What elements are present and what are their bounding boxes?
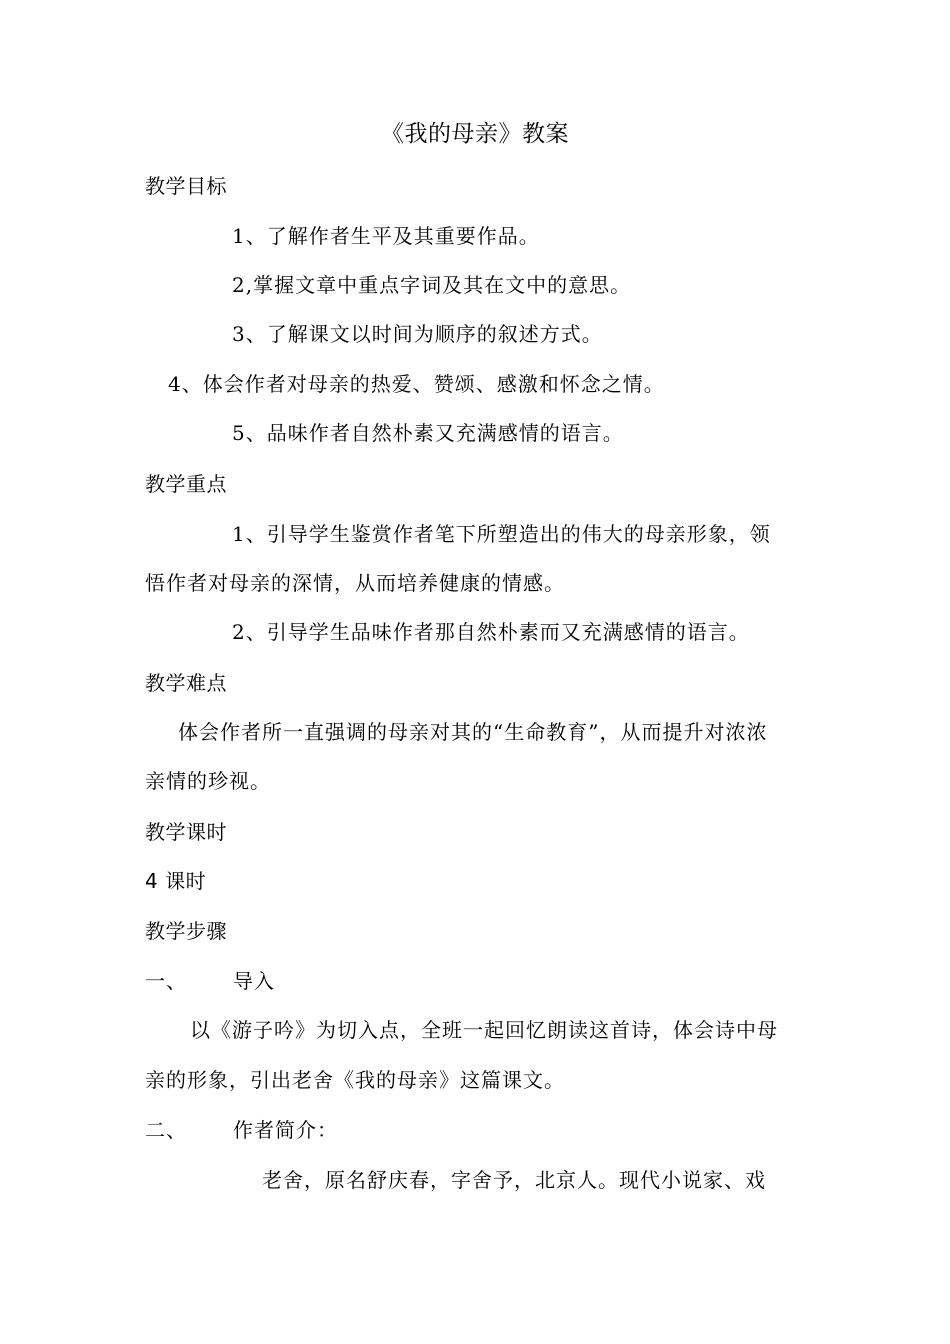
key-point-2: 2、引导学生品味作者那自然朴素而又充满感情的语言。 xyxy=(232,620,750,644)
key-point-1-line-2: 悟作者对母亲的深情，从而培养健康的情感。 xyxy=(145,571,565,595)
objective-item-4: 4、体会作者对母亲的热爱、赞颂、感激和怀念之情。 xyxy=(168,372,665,396)
document-title: 《我的母亲》教案 xyxy=(381,121,569,147)
difficulty-line-2: 亲情的珍视。 xyxy=(145,769,271,793)
objective-item-1: 1、了解作者生平及其重要作品。 xyxy=(232,224,540,248)
section-heading-objectives: 教学目标 xyxy=(145,174,227,198)
step-1-title: 导入 xyxy=(233,969,275,993)
objective-item-3: 3、了解课文以时间为顺序的叙述方式。 xyxy=(232,322,603,346)
step-1-line-2: 亲的形象，引出老舍《我的母亲》这篇课文。 xyxy=(145,1068,565,1092)
step-2-line-1: 老舍，原名舒庆春，字舍予，北京人。现代小说家、戏 xyxy=(262,1168,766,1192)
difficulty-line-1: 体会作者所一直强调的母亲对其的“生命教育”，从而提升对浓浓 xyxy=(178,720,768,744)
step-1-number: 一、 xyxy=(145,969,187,993)
section-heading-hours: 教学课时 xyxy=(145,820,227,844)
step-2-number: 二、 xyxy=(145,1118,187,1142)
hours-value: 4 课时 xyxy=(145,869,207,893)
section-heading-steps: 教学步骤 xyxy=(145,919,227,943)
key-point-1-line-1: 1、引导学生鉴赏作者笔下所塑造出的伟大的母亲形象，领 xyxy=(232,522,771,546)
section-heading-difficulties: 教学难点 xyxy=(145,671,227,695)
step-2-title: 作者简介： xyxy=(233,1118,338,1142)
section-heading-key-points: 教学重点 xyxy=(145,472,227,496)
step-1-line-1: 以《游子吟》为切入点，全班一起回忆朗读这首诗，体会诗中母 xyxy=(190,1018,778,1042)
objective-item-2: 2,掌握文章中重点字词及其在文中的意思。 xyxy=(232,273,632,297)
step-2-heading xyxy=(145,1116,810,1144)
objective-item-5: 5、品味作者自然朴素又充满感情的语言。 xyxy=(232,421,624,445)
step-1-heading xyxy=(145,967,810,995)
